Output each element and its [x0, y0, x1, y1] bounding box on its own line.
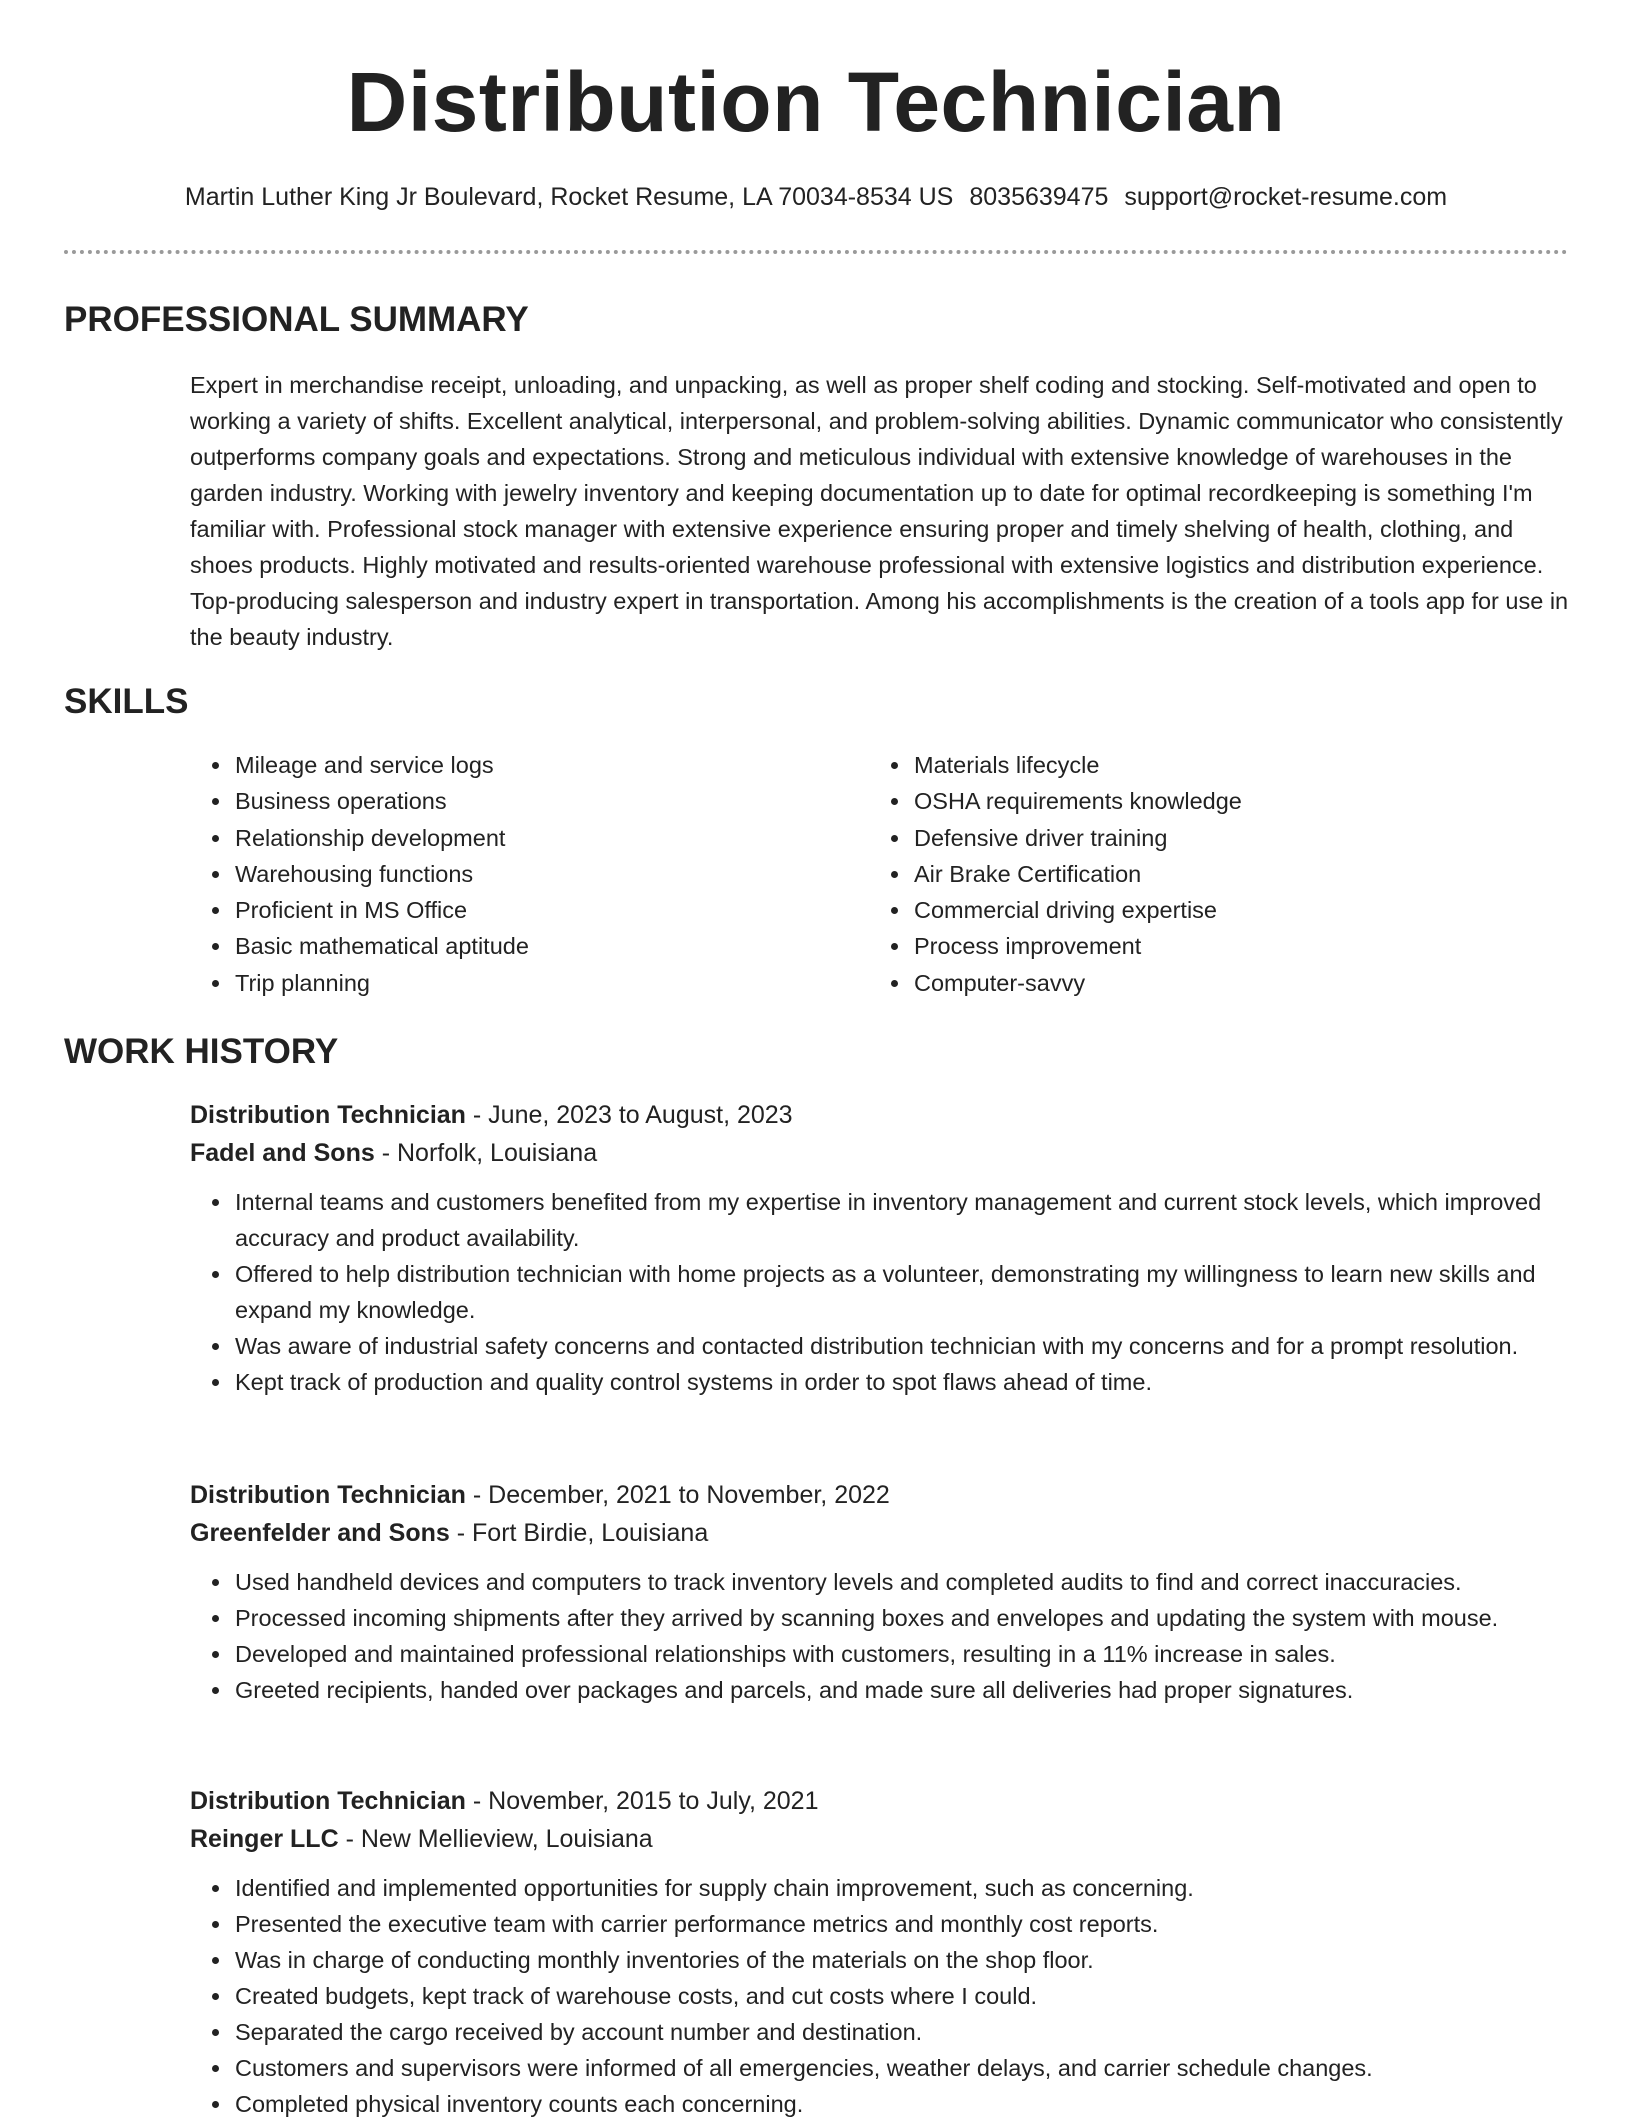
job-location: - New Mellieview, Louisiana — [338, 1825, 653, 1853]
section-title-work-history: WORK HISTORY — [64, 1032, 339, 1071]
duty-item: • Completed physical inventory counts each concerning. — [233, 2086, 1570, 2122]
job-company-line — [190, 1134, 1570, 1172]
section-title-summary: PROFESSIONAL SUMMARY — [64, 300, 529, 339]
duty-item: • Separated the cargo received by account number and destination. — [233, 2014, 1570, 2050]
job-duties — [190, 1870, 1570, 2122]
duty-item: • Greeted recipients, handed over packages and parcels, and made sure all deliveries had proper signatures. — [233, 1672, 1570, 1708]
skill-item: • Proficient in MS Office — [233, 892, 873, 928]
job-entry — [190, 1096, 1570, 1400]
job-dates: - November, 2015 to July, 2021 — [465, 1787, 819, 1815]
duty-item: • Used handheld devices and computers to track inventory levels and completed audits to find and correct inaccuracies. — [233, 1564, 1570, 1600]
contact-phone: 8035639475 — [969, 183, 1109, 211]
skills-list-right — [869, 747, 1552, 1001]
skill-item: • Defensive driver training — [912, 820, 1552, 856]
skill-item: • Warehousing functions — [233, 856, 873, 892]
header-divider — [64, 250, 1568, 254]
skill-item: • Air Brake Certification — [912, 856, 1552, 892]
skill-item: • Process improvement — [912, 928, 1552, 964]
job-dates: - June, 2023 to August, 2023 — [465, 1101, 793, 1129]
duty-item: • Kept track of production and quality control systems in order to spot flaws ahead of time. — [233, 1364, 1570, 1400]
duty-item: • Developed and maintained professional relationships with customers, resulting in a 11% increase in sales. — [233, 1636, 1570, 1672]
duty-item: • Was in charge of conducting monthly inventories of the materials on the shop floor. — [233, 1942, 1570, 1978]
job-company: Reinger LLC — [190, 1825, 339, 1853]
job-company: Fadel and Sons — [190, 1139, 375, 1167]
candidate-name: Distribution Technician — [346, 55, 1286, 149]
duty-item: • Internal teams and customers benefited from my expertise in inventory management and current stock levels, which improved accuracy and product availability. — [233, 1184, 1570, 1256]
duty-item: • Was aware of industrial safety concerns and contacted distribution technician with my concerns and for a prompt resolution. — [233, 1328, 1570, 1364]
summary-text: Expert in merchandise receipt, unloading, and unpacking, as well as proper shelf coding and stocking. Self-motivated and open to working a variety of shifts. Excellent analytical, interpersonal, and problem-solving abilities. Dynamic communicator who consistently outperforms company goals and expectations. Strong and meticulous individual with extensive knowledge of warehouses in the garden industry. Working with jewelry inventory and keeping documentation up to date for optimal recordkeeping is something I'm familiar with. Professional stock manager with extensive experience ensuring proper and timely shelving of health, clothing, and shoes products. Highly motivated and results-oriented warehouse professional with extensive logistics and distribution experience. Top-producing salesperson and industry expert in transportation. Among his accomplishments is the creation of a tools app for use in the beauty industry. — [190, 372, 1569, 650]
job-title-line — [190, 1782, 1570, 1820]
duty-item: • Offered to help distribution technician with home projects as a volunteer, demonstrating my willingness to learn new skills and expand my knowledge. — [233, 1256, 1570, 1328]
job-title-line — [190, 1096, 1570, 1134]
skill-item: • Computer-savvy — [912, 965, 1552, 1001]
skill-item: • Relationship development — [233, 820, 873, 856]
job-location: - Norfolk, Louisiana — [374, 1139, 598, 1167]
job-role: Distribution Technician — [190, 1787, 466, 1815]
job-location: - Fort Birdie, Louisiana — [449, 1519, 709, 1547]
contact-line — [0, 180, 1632, 214]
duty-item: • Presented the executive team with carrier performance metrics and monthly cost reports. — [233, 1906, 1570, 1942]
skill-item: • OSHA requirements knowledge — [912, 783, 1552, 819]
skill-item: • Commercial driving expertise — [912, 892, 1552, 928]
job-title-line — [190, 1476, 1570, 1514]
duty-item: • Processed incoming shipments after they arrived by scanning boxes and envelopes and updating the system with mouse. — [233, 1600, 1570, 1636]
duty-item: • Customers and supervisors were informed of all emergencies, weather delays, and carrier schedule changes. — [233, 2050, 1570, 2086]
section-title-skills: SKILLS — [64, 682, 189, 721]
job-dates: - December, 2021 to November, 2022 — [465, 1481, 890, 1509]
skill-item: • Mileage and service logs — [233, 747, 873, 783]
skills-list-left — [190, 747, 873, 1001]
duty-item: • Created budgets, kept track of warehouse costs, and cut costs where I could. — [233, 1978, 1570, 2014]
duty-item: • Identified and implemented opportunities for supply chain improvement, such as concerning. — [233, 1870, 1570, 1906]
skill-item: • Basic mathematical aptitude — [233, 928, 873, 964]
contact-email[interactable]: support@rocket-resume.com — [1124, 183, 1448, 211]
job-role: Distribution Technician — [190, 1481, 466, 1509]
contact-address: Martin Luther King Jr Boulevard, Rocket Resume, LA 70034-8534 US — [184, 183, 954, 211]
job-duties — [190, 1184, 1570, 1400]
skill-item: • Materials lifecycle — [912, 747, 1552, 783]
skill-item: • Business operations — [233, 783, 873, 819]
job-entry — [190, 1782, 1570, 2122]
job-company-line — [190, 1514, 1570, 1552]
job-entry — [190, 1476, 1570, 1708]
skill-item: • Trip planning — [233, 965, 873, 1001]
job-duties — [190, 1564, 1570, 1708]
job-role: Distribution Technician — [190, 1101, 466, 1129]
job-company-line — [190, 1820, 1570, 1858]
job-company: Greenfelder and Sons — [190, 1519, 450, 1547]
